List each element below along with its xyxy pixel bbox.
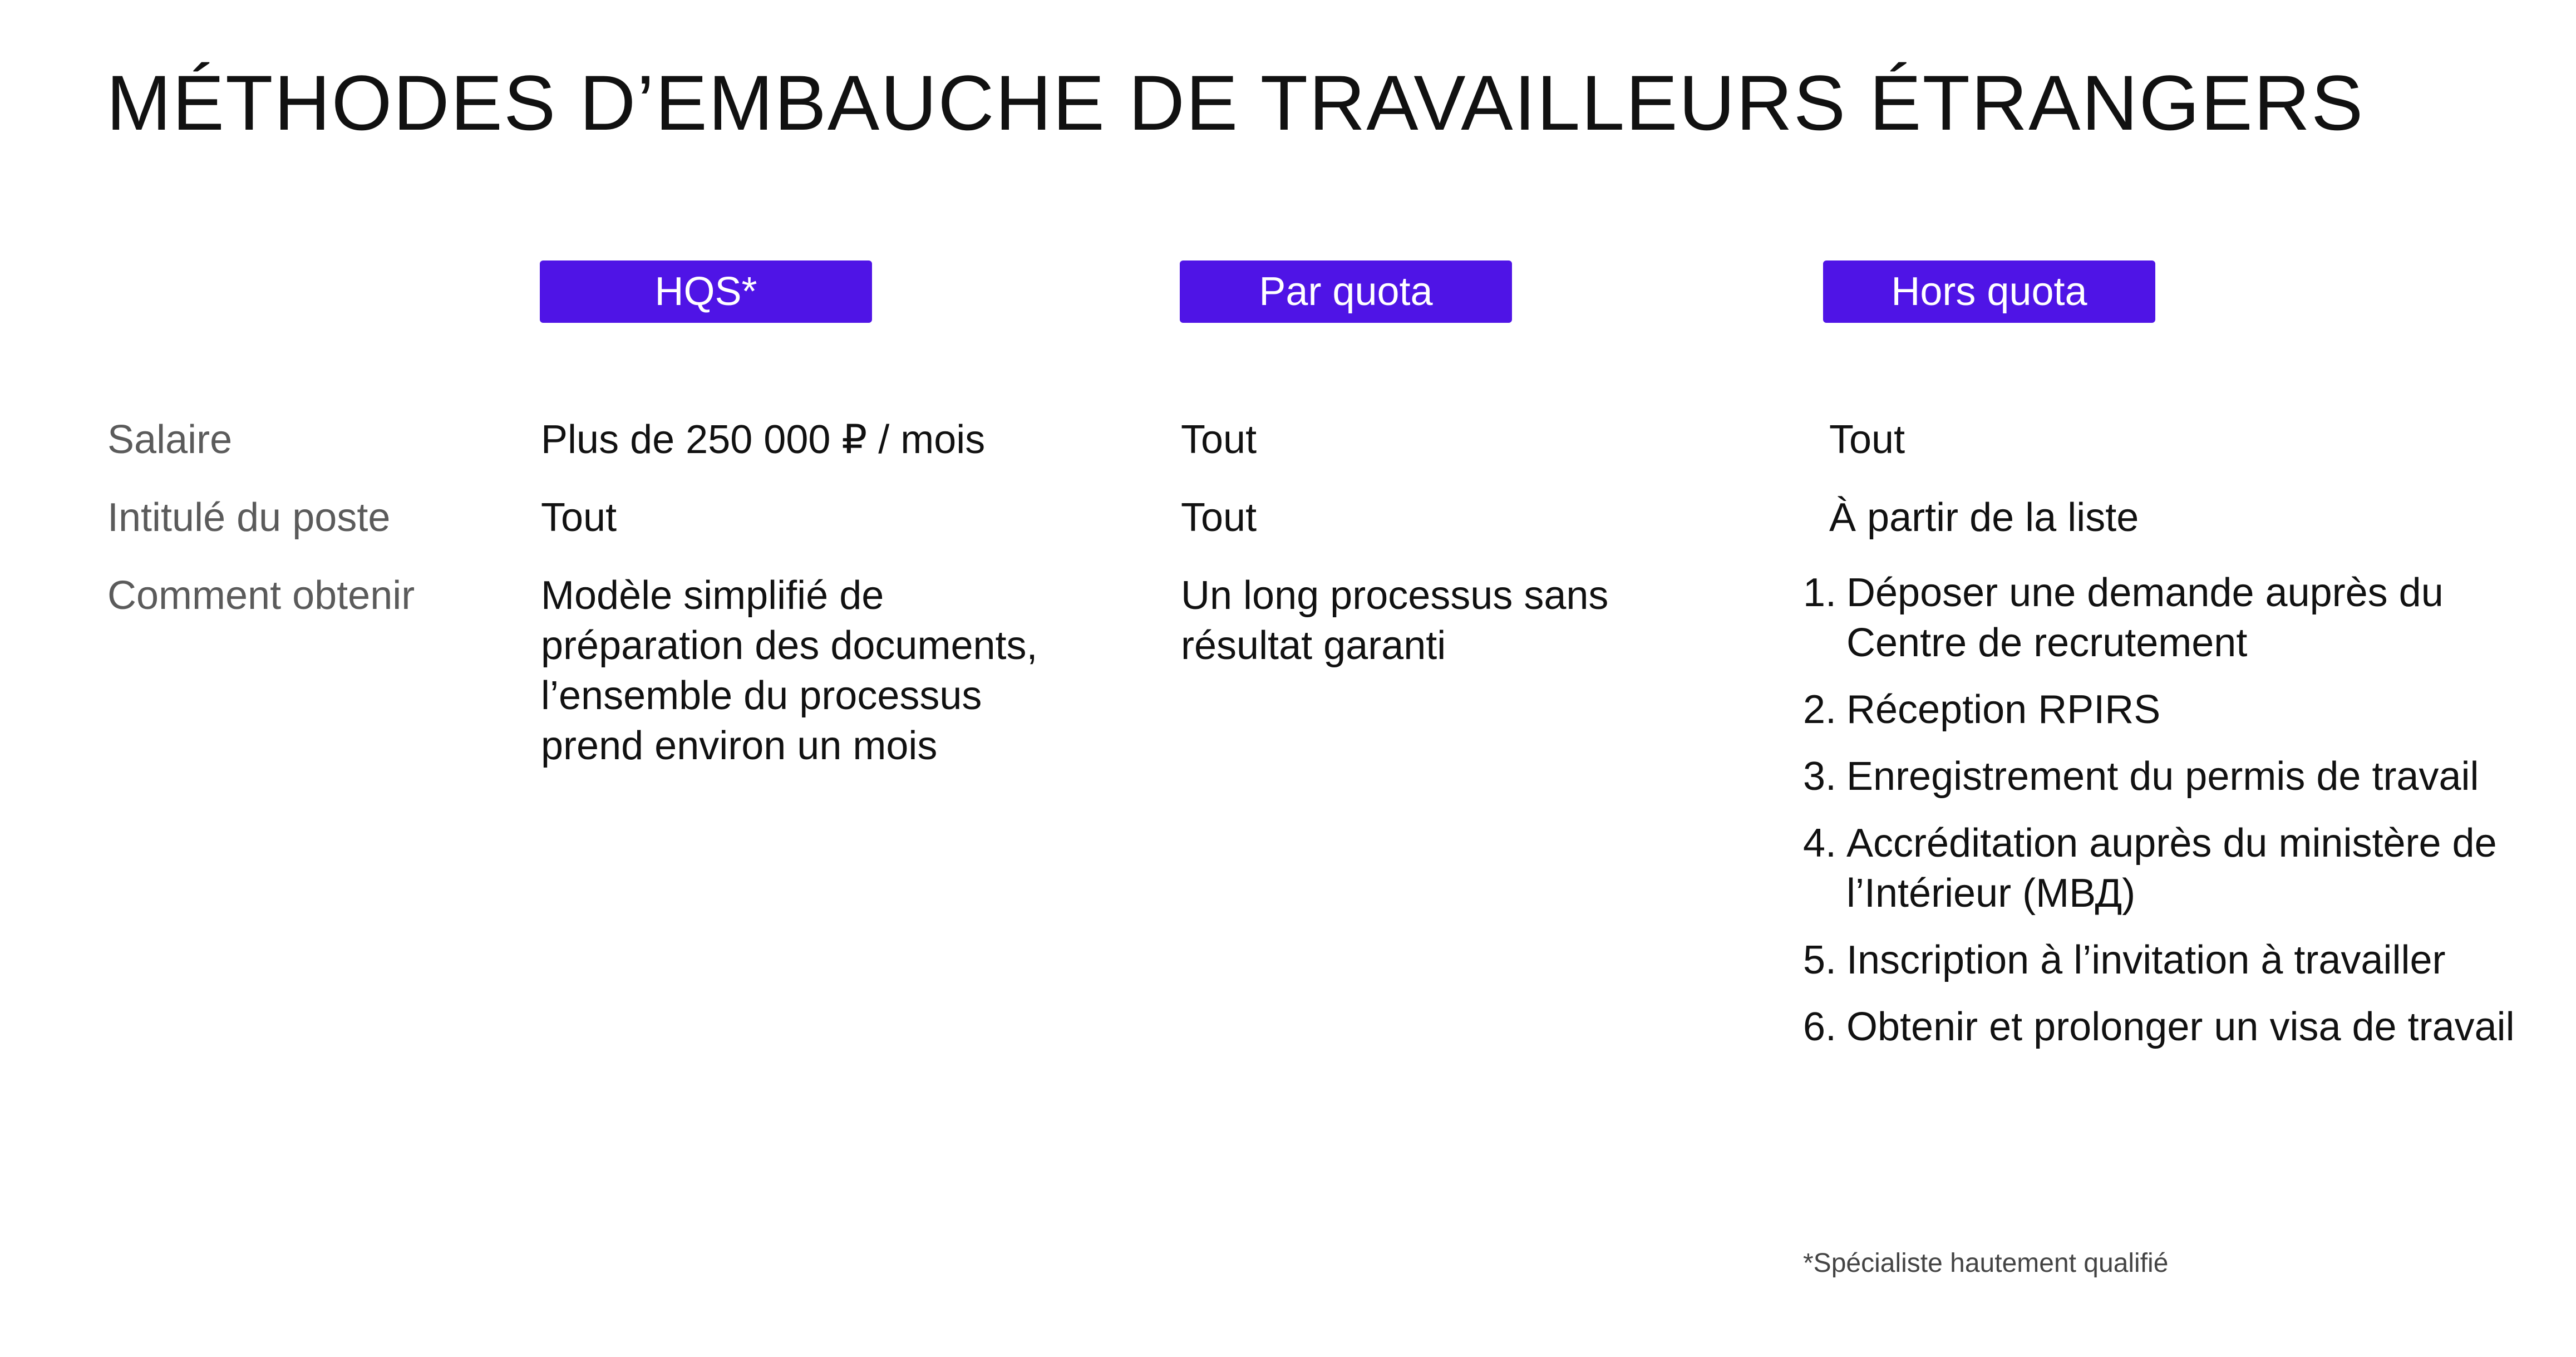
step-text: Enregistrement du permis de travail <box>1846 754 2479 799</box>
step-text: Obtenir et prolonger un visa de travail <box>1846 1005 2515 1049</box>
step-text: Déposer une demande auprès du Centre de recrutement <box>1846 571 2444 665</box>
intitule-hors-quota-value: À partir de la liste <box>1829 495 2139 540</box>
list-item <box>1803 568 2526 668</box>
list-item <box>1803 818 2526 918</box>
list-item <box>1803 935 2526 985</box>
step-number: 1. <box>1803 571 1837 615</box>
comment-obtenir-par-quota-value: Un long processus sans résultat garanti <box>1181 573 1609 668</box>
step-text: Réception RPIRS <box>1846 687 2161 732</box>
step-number: 4. <box>1803 821 1837 866</box>
step-text: Accréditation auprès du ministère de l’Intérieur (МВД) <box>1846 821 2497 916</box>
step-text: Inscription à l’invitation à travailler <box>1846 938 2446 982</box>
list-item <box>1803 685 2526 735</box>
salaire-hors-quota-value: Tout <box>1829 417 1905 462</box>
column-header-hqs: HQS* <box>540 260 872 323</box>
salaire-hqs-value: Plus de 250 000 ₽ / mois <box>541 417 986 462</box>
step-number: 3. <box>1803 754 1837 799</box>
row-label-intitule: Intitulé du poste <box>107 495 391 540</box>
intitule-par-quota-value: Tout <box>1181 495 1257 540</box>
salaire-par-quota-value: Tout <box>1181 417 1257 462</box>
list-item <box>1803 1002 2526 1052</box>
row-label-comment-obtenir: Comment obtenir <box>107 573 415 618</box>
page-title: MÉTHODES D’EMBAUCHE DE TRAVAILLEURS ÉTRANGERS <box>106 59 2365 146</box>
step-number: 6. <box>1803 1005 1837 1049</box>
footnote: *Spécialiste hautement qualifié <box>1803 1248 2169 1278</box>
hors-quota-steps-list <box>1803 568 2526 1069</box>
step-number: 5. <box>1803 938 1837 982</box>
column-header-hors-quota: Hors quota <box>1823 260 2155 323</box>
list-item <box>1803 751 2526 802</box>
column-header-par-quota: Par quota <box>1180 260 1512 323</box>
step-number: 2. <box>1803 687 1837 732</box>
row-label-salaire: Salaire <box>107 417 233 462</box>
intitule-hqs-value: Tout <box>541 495 617 540</box>
comment-obtenir-hqs-value: Modèle simplifié de préparation des documents, l’ensemble du processus prend environ un mois <box>541 573 1038 768</box>
